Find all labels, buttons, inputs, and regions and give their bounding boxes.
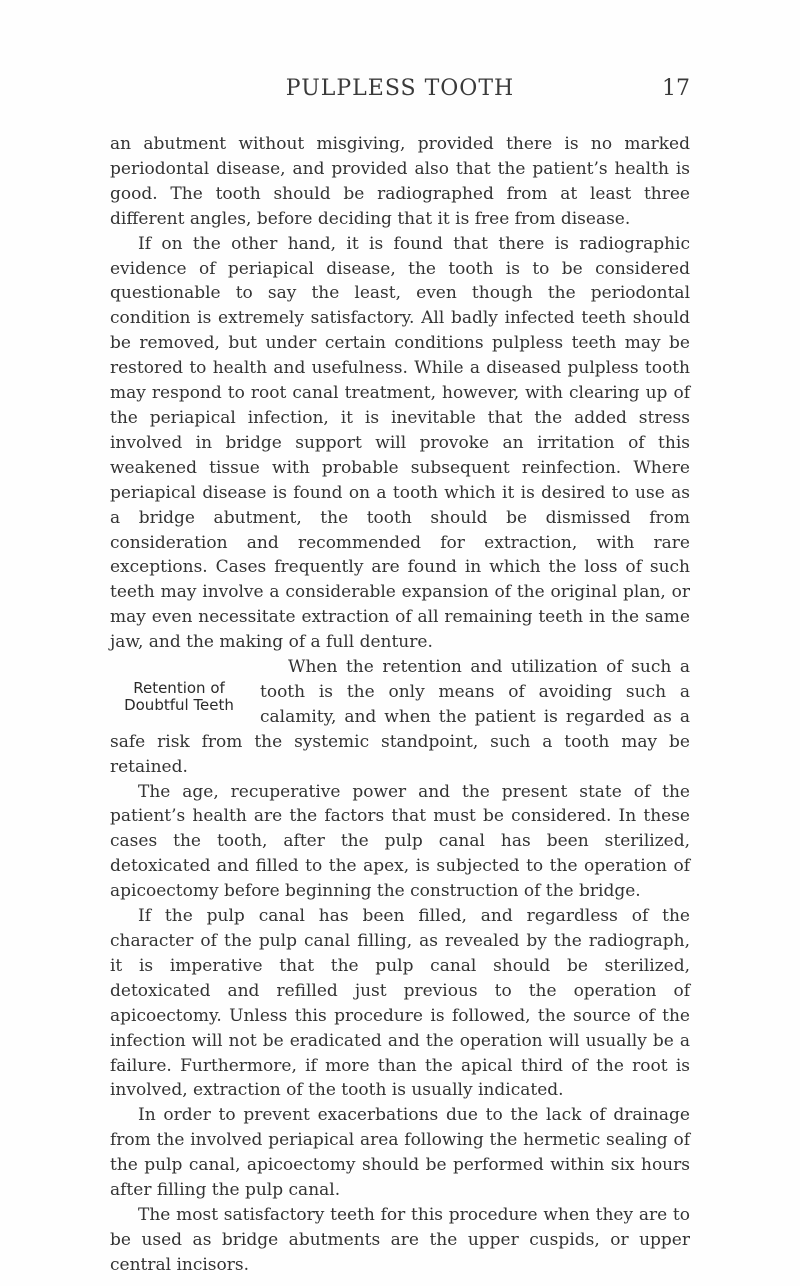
- running-head: PULPLESS TOOTH: [285, 76, 515, 101]
- paragraph: The most satisfactory teeth for this procedure when they are to be used as bridge abutments are the upper cuspids, or upper central incisors.: [110, 1204, 690, 1275]
- sidehead-section: [110, 655, 690, 780]
- paragraph: In order to prevent exacerbations due to the lack of drainage from the involved periapical area following the hermetic sealing of the pulp canal, apicoectomy should be performed within six hours after filling the pulp canal.: [110, 1105, 690, 1201]
- paragraph: When the retention and utilization of such a tooth is the only means of avoiding such a calamity, and when the patient is regarded as a safe risk from the systemic standpoint, such a tooth may be retained.: [110, 657, 690, 777]
- page-header: [110, 76, 690, 106]
- page-number: 17: [662, 76, 690, 101]
- paragraph: The age, recuperative power and the present state of the patient’s health are the factors that must be considered. In these cases the tooth, after the pulp canal has been sterilized, detoxicated and filled to the apex, is subjected to the operation of apicoectomy before beginning the construction of the bridge.: [110, 781, 690, 902]
- paragraph: If on the other hand, it is found that there is radiographic evidence of periapical disease, the tooth is to be considered questionable to say the least, even though the periodontal condition is extremely satisfactory. All badly infected teeth should be removed, but under certain conditions pulpless teeth may be restored to health and usefulness. While a diseased pulpless tooth may respond to root canal treatment, however, with clearing up of the periapical infection, it is inevitable that the added stress involved in bridge support will provoke an irritation of this weakened tissue with probable subsequent reinfection. Where periapical disease is found on a tooth which it is desired to use as a bridge abutment, the tooth should be dismissed from consideration and recommended for extraction, with rare exceptions. Cases frequently are found in which the loss of such teeth may involve a considerable expansion of the original plan, or may even necessitate extraction of all remaining teeth in the same jaw, and the making of a full denture.: [110, 233, 690, 653]
- body-text: [110, 132, 690, 1278]
- paragraph: an abutment without misgiving, provided there is no marked periodontal disease, and provided also that the patient’s health is good. The tooth should be radiographed from at least three different angles, before deciding that it is free from disease.: [110, 134, 690, 229]
- side-heading: Retention of Doubtful Teeth: [124, 679, 234, 715]
- paragraph: If the pulp canal has been filled, and regardless of the character of the pulp canal filling, as revealed by the radiograph, it is imperative that the pulp canal should be sterilized, detoxicated and refilled just previous to the operation of apicoectomy. Unless this procedure is followed, the source of the infection will not be eradicated and the operation will usually be a failure. Furthermore, if more than the apical third of the root is involved, extraction of the tooth is usually indicated.: [110, 906, 690, 1101]
